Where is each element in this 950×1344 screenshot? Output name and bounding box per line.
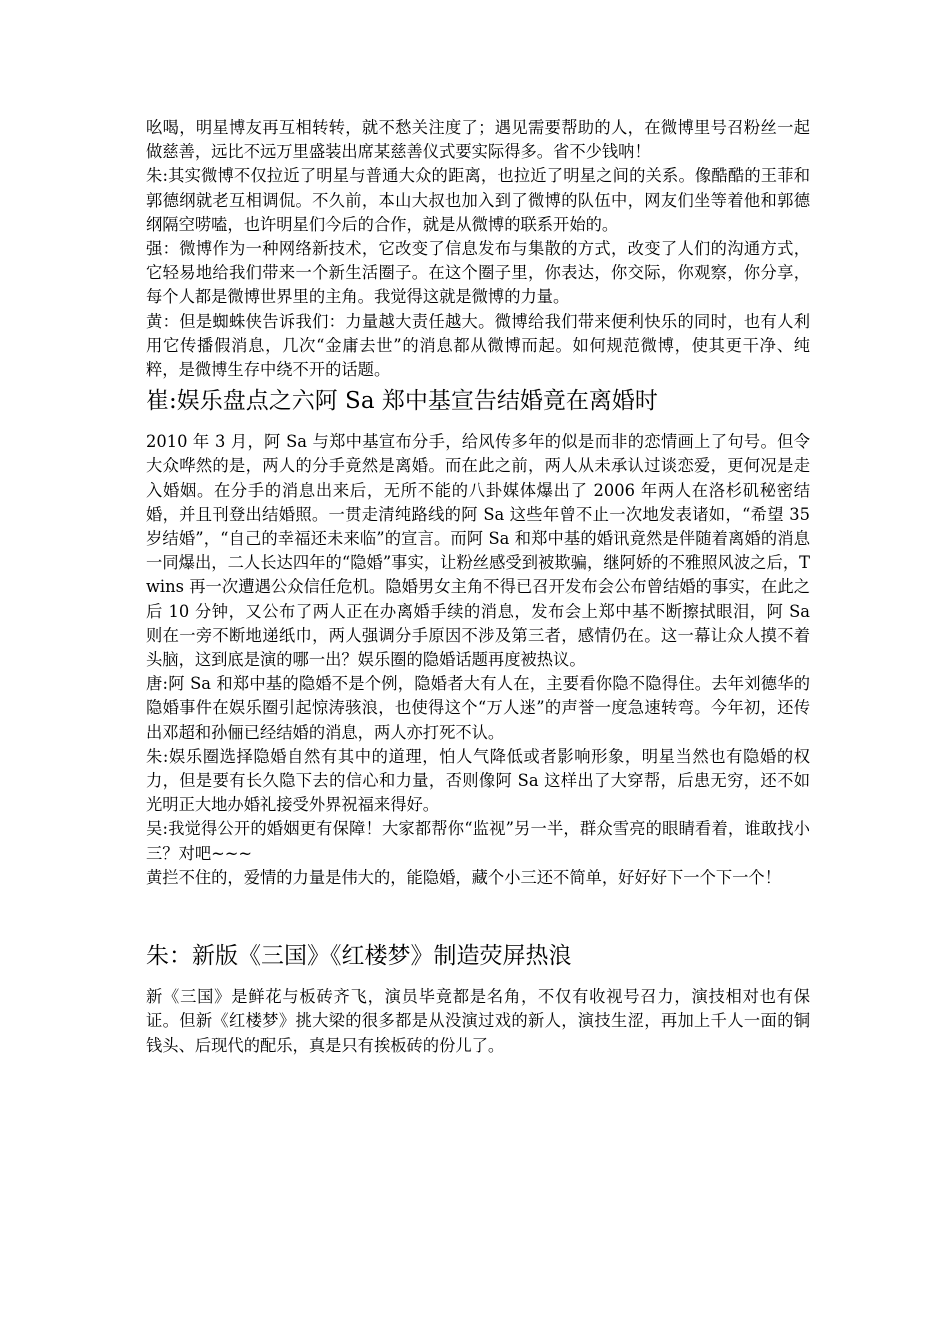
- paragraph: 朱:其实微博不仅拉近了明星与普通大众的距离，也拉近了明星之间的关系。像酷酷的王菲和郭德纲就老互相调侃。不久前，本山大叔也加入到了微博的队伍中，网友们坐等着他和郭德纲隔空唠嗑，也许明星们今后的合作，就是从微博的联系开始的。: [146, 166, 810, 234]
- paragraph: 黄拦不住的，爱情的力量是伟大的，能隐婚，藏个小三还不简单，好好好下一个下一个！: [146, 867, 781, 887]
- section-heading: 朱：新版《三国》《红楼梦》制造荧屏热浪: [146, 943, 572, 970]
- paragraph: 2010 年 3 月，阿 Sa 与郑中基宣布分手，给风传多年的似是而非的恋情画上了句号。但令大众哗然的是，两人的分手竟然是离婚。而在此之前，两人从未承认过谈恋爱，更何况是走入婚姻。在分手的消息出来后，无所不能的八卦媒体爆出了 2006 年两人在洛杉矶秘密结婚，并且刊登出结婚照。一贯走清纯路线的阿 Sa 这些年曾不止一次地发表诸如，“希望 35 岁结婚”，“自己的幸福还未来临”的宣言。而阿 Sa 和郑中基的婚讯竟然是伴随着离婚的消息一同爆出，二人长达四年的“隐婚”事实，让粉丝感受到被欺骗，继阿娇的不雅照风波之后，Twins 再一次遭遇公众信任危机。隐婚男女主角不得已召开发布会公布曾结婚的事实，在此之后 10 分钟，又公布了两人正在办离婚手续的消息，发布会上郑中基不断擦拭眼泪，阿 Sa 则在一旁不断地递纸巾，两人强调分手原因不涉及第三者，感情仍在。这一幕让众人摸不着头脑，这到底是演的哪一出？娱乐圈的隐婚话题再度被热议。: [146, 432, 810, 670]
- document-page: [146, 116, 810, 1058]
- section-heading: 崔:娱乐盘点之六阿 Sa 郑中基宣告结婚竟在离婚时: [146, 388, 658, 415]
- paragraph: 朱:娱乐圈选择隐婚自然有其中的道理，怕人气降低或者影响形象，明星当然也有隐婚的权力，但是要有长久隐下去的信心和力量，否则像阿 Sa 这样出了大穿帮，后患无穷，还不如光明正大地办婚礼接受外界祝福来得好。: [146, 746, 810, 815]
- paragraph: 新《三国》是鲜花与板砖齐飞，演员毕竟都是名角，不仅有收视号召力，演技相对也有保证。但新《红楼梦》挑大梁的很多都是从没演过戏的新人，演技生涩，再加上千人一面的铜钱头、后现代的配乐，真是只有挨板砖的份儿了。: [146, 987, 810, 1055]
- paragraph: 唐:阿 Sa 和郑中基的隐婚不是个例，隐婚者大有人在，主要看你隐不隐得住。去年刘德华的隐婚事件在娱乐圈引起惊涛骇浪，也使得这个“万人迷”的声誉一度急速转弯。今年初，还传出邓超和孙俪已经结婚的消息，两人亦打死不认。: [146, 674, 810, 742]
- paragraph: 吆喝，明星博友再互相转转，就不愁关注度了；遇见需要帮助的人，在微博里号召粉丝一起做慈善，远比不远万里盛装出席某慈善仪式要实际得多。省不少钱呐！: [146, 118, 810, 162]
- paragraph: 强：微博作为一种网络新技术，它改变了信息发布与集散的方式，改变了人们的沟通方式，它轻易地给我们带来一个新生活圈子。在这个圈子里，你表达，你交际，你观察，你分享，每个人都是微博世界里的主角。我觉得这就是微博的力量。: [146, 239, 810, 307]
- paragraph: 吴:我觉得公开的婚姻更有保障！大家都帮你“监视”另一半，群众雪亮的眼睛看着，谁敢找小三？对吧~~~: [146, 819, 810, 863]
- paragraph: 黄：但是蜘蛛侠告诉我们：力量越大责任越大。微博给我们带来便利快乐的同时，也有人利用它传播假消息，几次“金庸去世”的消息都从微博而起。如何规范微博，使其更干净、纯粹，是微博生存中绕不开的话题。: [146, 311, 810, 380]
